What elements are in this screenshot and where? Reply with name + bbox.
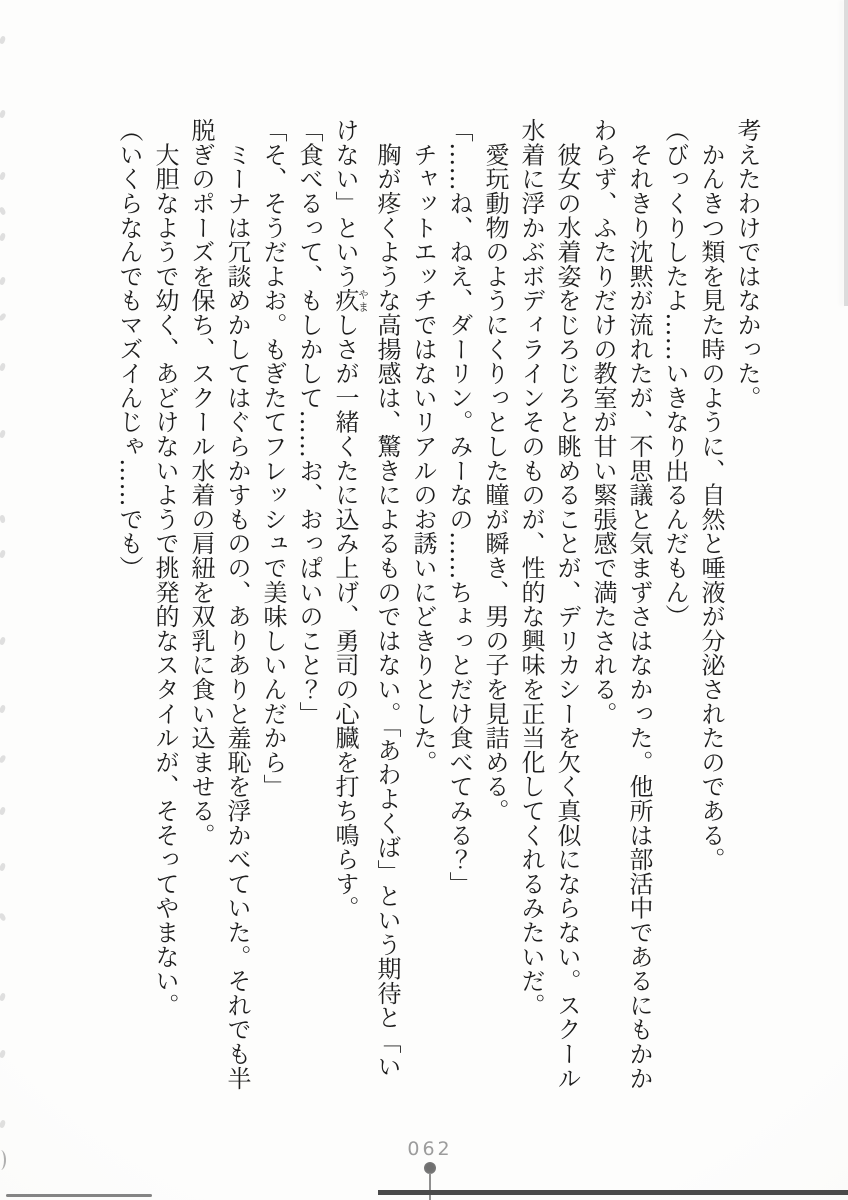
text-line: 「そ、そうだよお。もぎたてフレッシュで美味しいんだから」 <box>259 118 287 799</box>
text-line: （いくらなんでもマズイんじゃ……でも） <box>115 118 143 580</box>
text-line: 彼女の水着姿をじろじろと眺めることが、デリカシーを欠く真似にならない。スクール <box>553 118 581 1090</box>
text-segment: けない」という <box>331 118 359 289</box>
page-bottom-edge <box>378 1190 848 1195</box>
text-line: 大胆なようで幼く、あどけないようで挑発的なスタイルが、そそってやまない。 <box>151 118 179 1018</box>
scan-artifact <box>0 806 6 815</box>
scan-artifact <box>0 232 6 241</box>
text-line: それきり沈黙が流れたが、不思議と気まずさはなかった。他所は部活中であるにもかか <box>625 118 653 1090</box>
text-line: 胸が疼くような高揚感は、驚きによるものではない。「あわよくば」という期待と「い <box>373 118 401 1078</box>
text-line: 考えたわけではなかった。 <box>733 118 761 410</box>
scan-artifact <box>0 1150 6 1170</box>
text-segment: しさが一緒くたに込み上げ、勇司の心臓を打ち鳴らす。 <box>331 312 359 920</box>
ruby-annotation <box>331 288 369 313</box>
furigana: やま <box>357 288 369 313</box>
ruby-base: 疚 <box>331 288 359 313</box>
novel-text-block <box>111 118 765 1100</box>
scan-artifact <box>0 429 6 438</box>
footer-stem-ornament <box>429 1173 431 1200</box>
text-line: わらず、ふたりだけの教室が甘い緊張感で満たされる。 <box>589 118 617 726</box>
text-line: 「食べるって、もしかして……お、おっぱいのこと？」 <box>295 118 323 726</box>
text-line: 愛玩動物のようにくりっとした瞳が瞬き、男の子を見詰める。 <box>481 118 509 823</box>
scan-artifact <box>0 992 6 1001</box>
scan-artifact <box>0 35 6 44</box>
scan-artifact <box>0 312 7 321</box>
text-line: ミーナは冗談めかしてはぐらかすものの、ありありと羞恥を浮かべていた。それでも半 <box>223 118 251 1090</box>
text-line: チャットエッチではないリアルのお誘いにどきりとした。 <box>409 118 437 775</box>
scan-artifact <box>0 754 7 763</box>
scan-artifact <box>0 206 6 215</box>
scan-artifact <box>0 636 6 645</box>
scan-artifact <box>0 276 6 285</box>
scan-artifact <box>0 109 6 118</box>
scan-edge-shadow <box>844 0 848 306</box>
text-line-with-furigana <box>327 118 369 1100</box>
scan-artifact <box>0 912 7 921</box>
scan-artifact <box>0 862 6 871</box>
scan-artifact <box>0 1119 6 1128</box>
scan-artifact <box>0 1049 6 1058</box>
text-line: （びっくりしたよ……いきなり出るんだもん） <box>661 118 689 629</box>
scan-artifact <box>0 362 6 371</box>
text-line: 水着に浮かぶボディラインそのものが、性的な興味を正当化してくれるみたいだ。 <box>517 118 545 1018</box>
scan-artifact <box>0 515 6 524</box>
scan-artifact <box>0 549 6 558</box>
text-line: かんきつ類を見た時のように、自然と唾液が分泌されたのである。 <box>697 118 725 872</box>
scan-artifact <box>0 171 6 180</box>
text-line: 「……ね、ねえ、ダーリン。みーなの……ちょっとだけ食べてみる？」 <box>445 118 473 896</box>
page-bottom-edge <box>6 1194 152 1197</box>
scan-artifact <box>0 704 6 713</box>
text-line: 脱ぎのポーズを保ち、スクール水着の肩紐を双乳に食い込ませる。 <box>187 118 215 847</box>
page-number: 062 <box>407 1138 453 1160</box>
